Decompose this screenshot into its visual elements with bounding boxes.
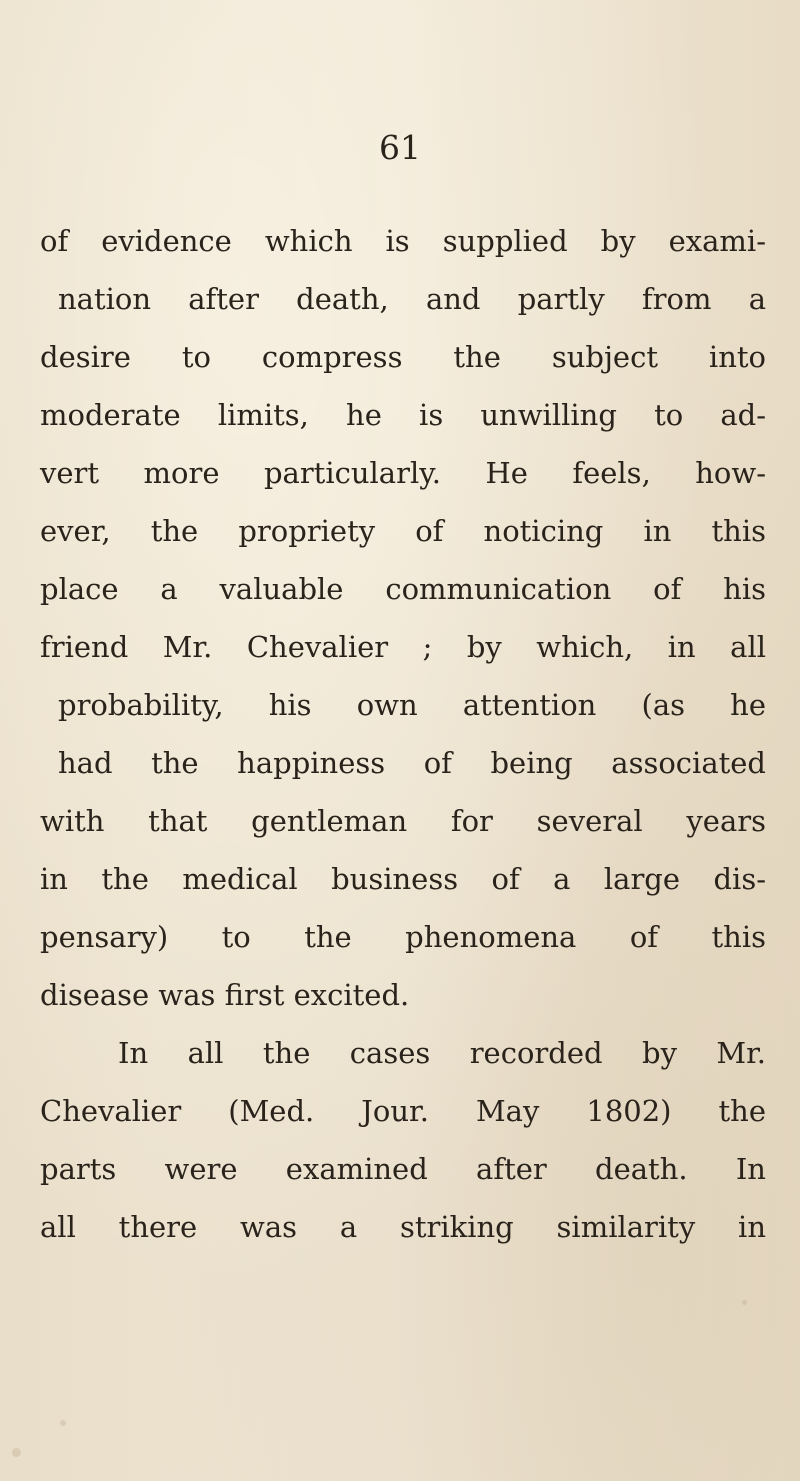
text-line: In all the cases recorded by Mr. <box>118 1036 766 1070</box>
text-line: moderate limits, he is unwilling to ad- <box>40 398 766 432</box>
text-line: all there was a striking similarity in <box>40 1210 766 1244</box>
text-line: probability, his own attention (as he <box>58 688 766 722</box>
text-line: pensary) to the phenomena of this <box>40 920 766 954</box>
text-line: with that gentleman for several years <box>40 804 766 838</box>
page-number: 61 <box>379 128 421 167</box>
body-text <box>40 212 766 1256</box>
text-line: in the medical business of a large dis- <box>40 862 766 896</box>
text-line: friend Mr. Chevalier ; by which, in all <box>40 630 766 664</box>
paper-spot <box>12 1448 21 1457</box>
text-line: ever, the propriety of noticing in this <box>40 514 766 548</box>
text-line: parts were examined after death. In <box>40 1152 766 1186</box>
paper-spot <box>742 1300 747 1305</box>
text-line: vert more particularly. He feels, how- <box>40 456 766 490</box>
text-line: had the happiness of being associated <box>58 746 766 780</box>
text-line: desire to compress the subject into <box>40 340 766 374</box>
paper-spot <box>60 1420 66 1426</box>
text-line: place a valuable communication of his <box>40 572 766 606</box>
text-line: Chevalier (Med. Jour. May 1802) the <box>40 1094 766 1128</box>
text-line: of evidence which is supplied by exami- <box>40 224 766 258</box>
text-line: disease was first excited. <box>40 978 410 1012</box>
text-line: nation after death, and partly from a <box>58 282 766 316</box>
